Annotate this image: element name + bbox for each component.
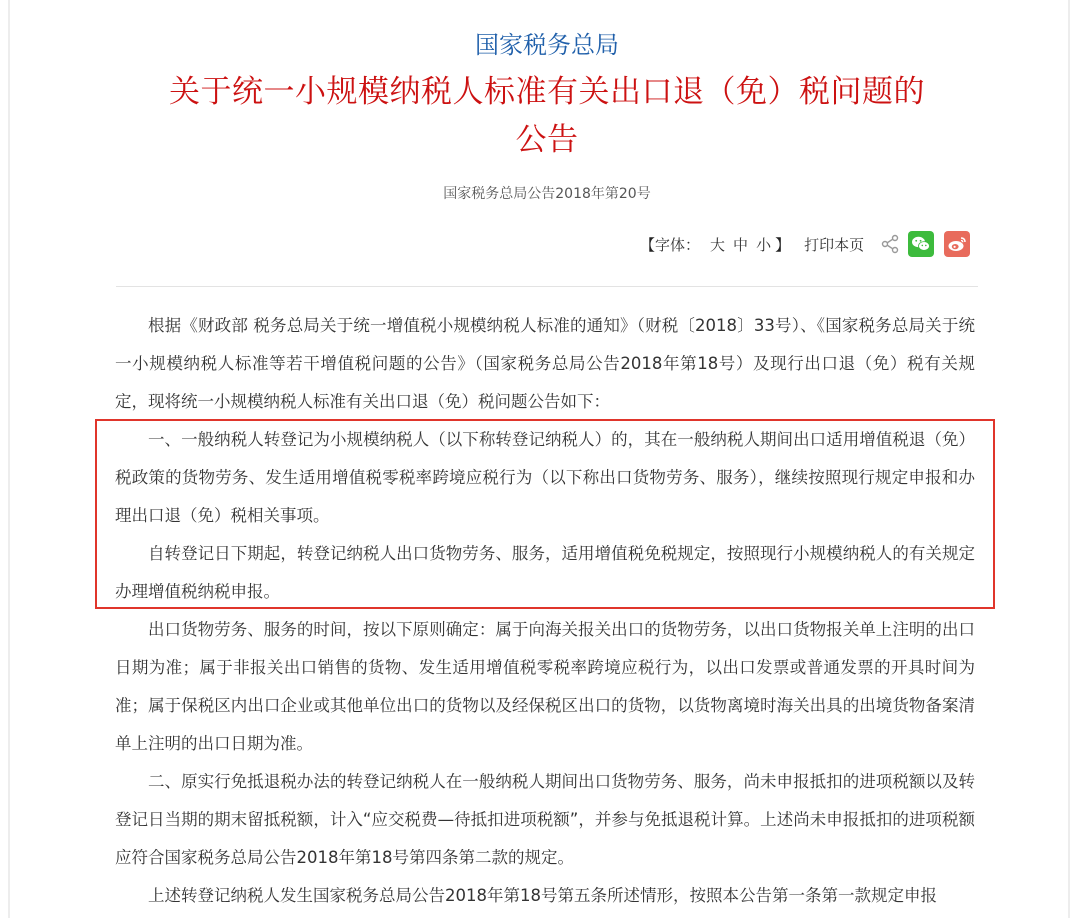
- page-border-right: [1068, 0, 1070, 918]
- share-icon[interactable]: [880, 234, 900, 254]
- font-size-label: 字体：: [655, 235, 701, 254]
- header-divider: [116, 286, 978, 287]
- font-size-bracket-open: 【: [640, 235, 656, 254]
- font-size-large-button[interactable]: 大: [710, 235, 726, 254]
- body-paragraph: 二、原实行免抵退税办法的转登记纳税人在一般纳税人期间出口货物劳务、服务，尚未申报抵扣的进项税额以及转登记日当期的期末留抵税额，计入“应交税费—待抵扣进项税额”，并参与免抵退税计算。上述尚未申报抵扣的进项税额应符合国家税务总局公告2018年第18号第四条第二款的规定。: [115, 772, 975, 867]
- body-paragraph: 出口货物劳务、服务的时间，按以下原则确定：属于向海关报关出口的货物劳务，以出口货物报关单上注明的出口日期为准；属于非报关出口销售的货物、发生适用增值税零税率跨境应税行为，以出口发票或普通发票的开具时间为准；属于保税区内出口企业或其他单位出口的货物以及经保税区出口的货物，以货物离境时海关出具的出境货物备案清单上注明的出口日期为准。: [115, 620, 975, 753]
- font-size-medium-button[interactable]: 中: [733, 235, 749, 254]
- print-page-link[interactable]: 打印本页: [804, 235, 865, 254]
- font-size-small-button[interactable]: 小: [756, 235, 772, 254]
- body-paragraph: 一、一般纳税人转登记为小规模纳税人（以下称转登记纳税人）的，其在一般纳税人期间出口适用增值税退（免）税政策的货物劳务、发生适用增值税零税率跨境应税行为（以下称出口货物劳务、服务），继续按照现行规定申报和办理出口退（免）税相关事项。: [115, 430, 975, 525]
- body-paragraph: 自转登记日下期起，转登记纳税人出口货物劳务、服务，适用增值税免税规定，按照现行小规模纳税人的有关规定办理增值税纳税申报。: [115, 544, 975, 601]
- wechat-icon[interactable]: [908, 231, 934, 257]
- agency-name: 国家税务总局: [475, 31, 619, 59]
- page-border-left: [8, 0, 10, 918]
- weibo-icon[interactable]: [944, 231, 970, 257]
- article-toolbar: [640, 228, 970, 260]
- document-number: 国家税务总局公告2018年第20号: [443, 186, 651, 202]
- font-size-bracket-close: 】: [775, 235, 791, 254]
- article-body: [115, 307, 975, 915]
- page-title: 关于统一小规模纳税人标准有关出口退（免）税问题的公告: [169, 74, 925, 158]
- body-paragraph: 根据《财政部 税务总局关于统一增值税小规模纳税人标准的通知》（财税〔2018〕33号）、《国家税务总局关于统一小规模纳税人标准等若干增值税问题的公告》（国家税务总局公告2018年第18号）及现行出口退（免）税有关规定，现将统一小规模纳税人标准有关出口退（免）税问题公告如下：: [115, 316, 975, 411]
- body-paragraph: 上述转登记纳税人发生国家税务总局公告2018年第18号第五条所述情形，按照本公告第一条第一款规定申报: [148, 886, 937, 905]
